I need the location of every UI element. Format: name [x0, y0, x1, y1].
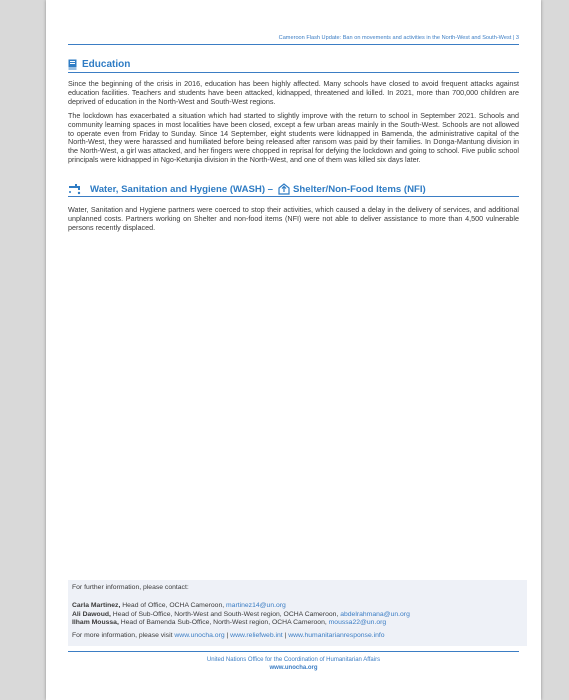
contact-person	[72, 611, 523, 619]
more-info-prefix: For more information, please visit	[72, 631, 175, 639]
contact-intro: For further information, please contact:	[72, 584, 189, 591]
footer-org: United Nations Office for the Coordination of Humanitarian Affairs	[206, 657, 381, 663]
contact-name: Ali Dawoud,	[72, 610, 111, 618]
more-info-line	[72, 632, 523, 640]
contact-role: Head of Bamenda Sub-Office, North-West region, OCHA Cameroon,	[118, 619, 329, 627]
page-footer	[68, 656, 519, 672]
contact-role: Head of Sub-Office, North-West and South-West region, OCHA Cameroon,	[110, 610, 341, 618]
contact-email-link[interactable]: martinez14@un.org	[226, 602, 286, 610]
education-paragraph-1: Since the beginning of the crisis in 2016, education has been highly affected. Many schools have closed to avoid frequent attacks against education facilities. Teachers and students have been attacked, kidnapped, threatened and killed. In 2021, more than 700,000 children are deprived of education in the North-West and South-West regions.	[68, 79, 519, 106]
wash-title: Water, Sanitation and Hygiene (WASH) –	[90, 183, 274, 195]
contact-person	[72, 619, 523, 627]
footer-url[interactable]: www.unocha.org	[269, 665, 318, 671]
document-page	[46, 0, 541, 700]
shelter-title: Shelter/Non-Food Items (NFI)	[293, 183, 426, 195]
contact-name: Ilham Moussa,	[72, 619, 119, 627]
link-separator: |	[224, 631, 231, 639]
reliefweb-link[interactable]: www.reliefweb.int	[230, 631, 283, 639]
contact-person	[72, 602, 523, 610]
contact-role: Head of Office, OCHA Cameroon,	[120, 602, 227, 610]
footer-divider	[68, 651, 519, 652]
unocha-link[interactable]: www.unocha.org	[174, 631, 225, 639]
contact-name: Carla Martinez,	[72, 602, 121, 610]
water-tap-icon	[68, 183, 82, 195]
education-heading	[68, 59, 519, 73]
education-paragraph-2: The lockdown has exacerbated a situation which had started to slightly improve with the return to school in September 2021. Schools and community learning spaces in most localities have been closed, except a few urban areas mainly in the South-West. Schools are not allowed to operate even from Friday to Sunday. Since 14 September, eight students were kidnapped in Bamenda, the administrative capital of the North-West, they were harassed and humiliated before being released after ransom was paid by their families. In Donga-Mantung division in the North-West, a girl was attacked, and her fingers were chopped in reprisal for defying the lockdown and going to school. Five public school principals were kidnapped in Ngo-Ketunjia division in the North-West, and one of them was killed six days later.	[68, 111, 519, 164]
link-separator: |	[282, 631, 289, 639]
wash-shelter-heading	[68, 183, 519, 197]
running-header: Cameroon Flash Update: Ban on movements and activities in the North-West and South-West | 3	[68, 35, 519, 45]
humanitarianresponse-link[interactable]: www.humanitarianresponse.info	[288, 631, 385, 639]
shelter-icon	[278, 183, 290, 195]
wash-paragraph: Water, Sanitation and Hygiene partners were coerced to stop their activities, which caused a delay in the delivery of services, and additional unplanned costs. Partners working on Shelter and non-food items (NFI) were not able to deliver assistance to more than 4,500 vulnerable persons recently displaced.	[68, 205, 519, 232]
contact-email-link[interactable]: moussa22@un.org	[328, 619, 387, 627]
contact-email-link[interactable]: abdelrahmana@un.org	[340, 610, 410, 618]
education-title: Education	[82, 59, 131, 70]
book-icon	[68, 59, 77, 70]
contact-box	[68, 580, 527, 646]
